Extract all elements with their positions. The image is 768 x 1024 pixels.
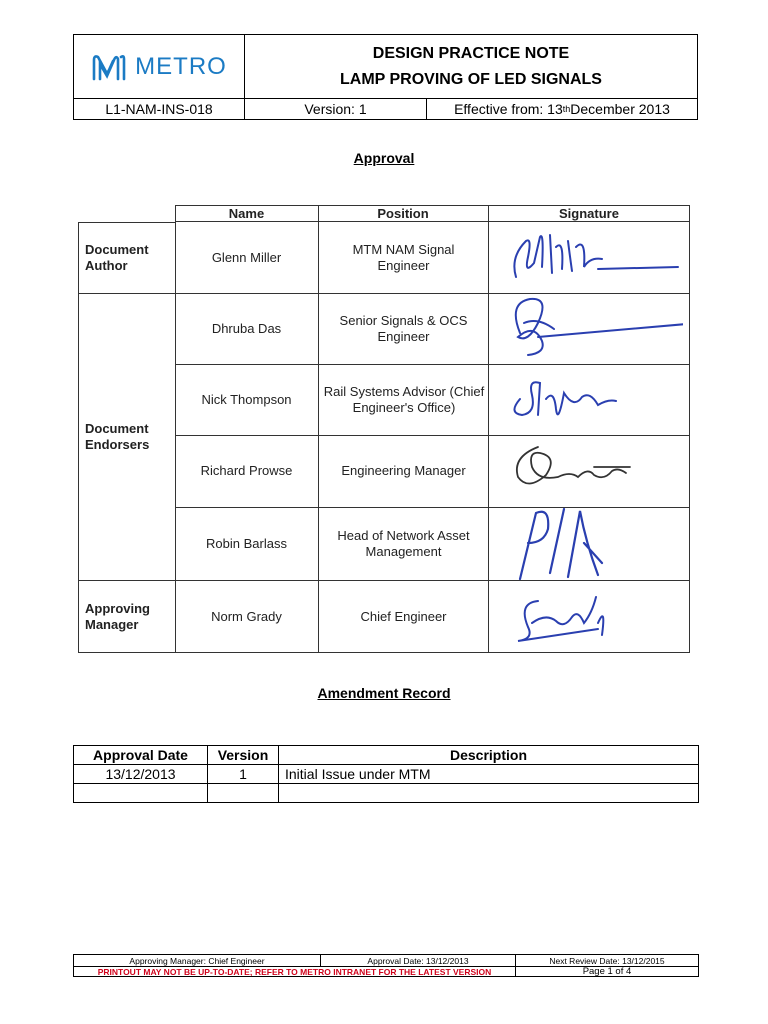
amendment-description: Initial Issue under MTM [279, 765, 699, 784]
footer-printout-warning: PRINTOUT MAY NOT BE UP-TO-DATE; REFER TO METRO INTRANET FOR THE LATEST VERSION [74, 966, 516, 977]
signature-norm-grady [498, 583, 683, 651]
signature-richard-prowse [498, 437, 683, 503]
signatory-name: Robin Barlass [206, 535, 287, 551]
signatory-name: Norm Grady [211, 608, 282, 624]
document-title [245, 35, 697, 98]
amendment-heading: Amendment Record [317, 685, 451, 701]
column-header-signature: Signature [559, 205, 619, 221]
title-line-2: LAMP PROVING OF LED SIGNALS [340, 70, 602, 88]
signatory-name: Glenn Miller [211, 249, 282, 265]
role-approving-manager: Approving Manager [85, 600, 150, 632]
footer-approving-manager: Approving Manager: Chief Engineer [74, 955, 321, 966]
column-header-approval-date: Approval Date [74, 746, 208, 765]
signature-robin-barlass [498, 503, 683, 585]
signature-nick-thompson [498, 369, 683, 431]
role-document-author: Document Author [85, 241, 149, 273]
table-row [74, 765, 699, 784]
metro-m-logo-icon [91, 52, 131, 82]
document-footer [73, 954, 699, 977]
signatory-name: Dhruba Das [211, 320, 282, 336]
signatory-position: Engineering Manager [341, 463, 466, 478]
amendment-date [74, 784, 208, 803]
signatory-position: Rail Systems Advisor (Chief Engineer's Office) [323, 383, 485, 415]
column-header-position: Position [377, 205, 429, 221]
column-header-version: Version [208, 746, 279, 765]
footer-approval-date: Approval Date: 13/12/2013 [321, 955, 516, 966]
document-header [73, 34, 698, 120]
title-line-1: DESIGN PRACTICE NOTE [372, 44, 570, 62]
signatory-position: Chief Engineer [360, 608, 447, 624]
signatory-name: Nick Thompson [201, 391, 292, 407]
approval-heading: Approval [353, 150, 415, 166]
column-header-name: Name [228, 205, 265, 221]
signatory-name: Richard Prowse [200, 463, 293, 478]
signatory-position: Head of Network Asset Management [337, 527, 470, 559]
role-document-endorsers: Document Endorsers [85, 420, 150, 452]
amendment-header-row [74, 746, 699, 765]
column-header-description: Description [279, 746, 699, 765]
signature-dhruba-das [498, 293, 683, 363]
amendment-date: 13/12/2013 [74, 765, 208, 784]
approval-table [78, 205, 690, 653]
amendment-description [279, 784, 699, 803]
signatory-position: Senior Signals & OCS Engineer [339, 312, 468, 344]
footer-warning-row [74, 966, 698, 977]
footer-page-number: Page 1 of 4 [582, 966, 632, 977]
signatory-position: MTM NAM Signal Engineer [352, 241, 455, 273]
effective-date: Effective from: 13 th December 2013 [454, 101, 670, 117]
amendment-version [208, 784, 279, 803]
metro-logo [74, 35, 245, 98]
signature-glenn-miller [498, 227, 683, 289]
document-meta-row [74, 98, 697, 119]
document-version: Version: 1 [245, 99, 427, 119]
amendment-version: 1 [208, 765, 279, 784]
table-row [74, 784, 699, 803]
document-id: L1-NAM-INS-018 [74, 99, 245, 119]
logo-text: METRO [135, 52, 227, 80]
footer-next-review: Next Review Date: 13/12/2015 [549, 955, 665, 966]
amendment-table [73, 745, 699, 803]
